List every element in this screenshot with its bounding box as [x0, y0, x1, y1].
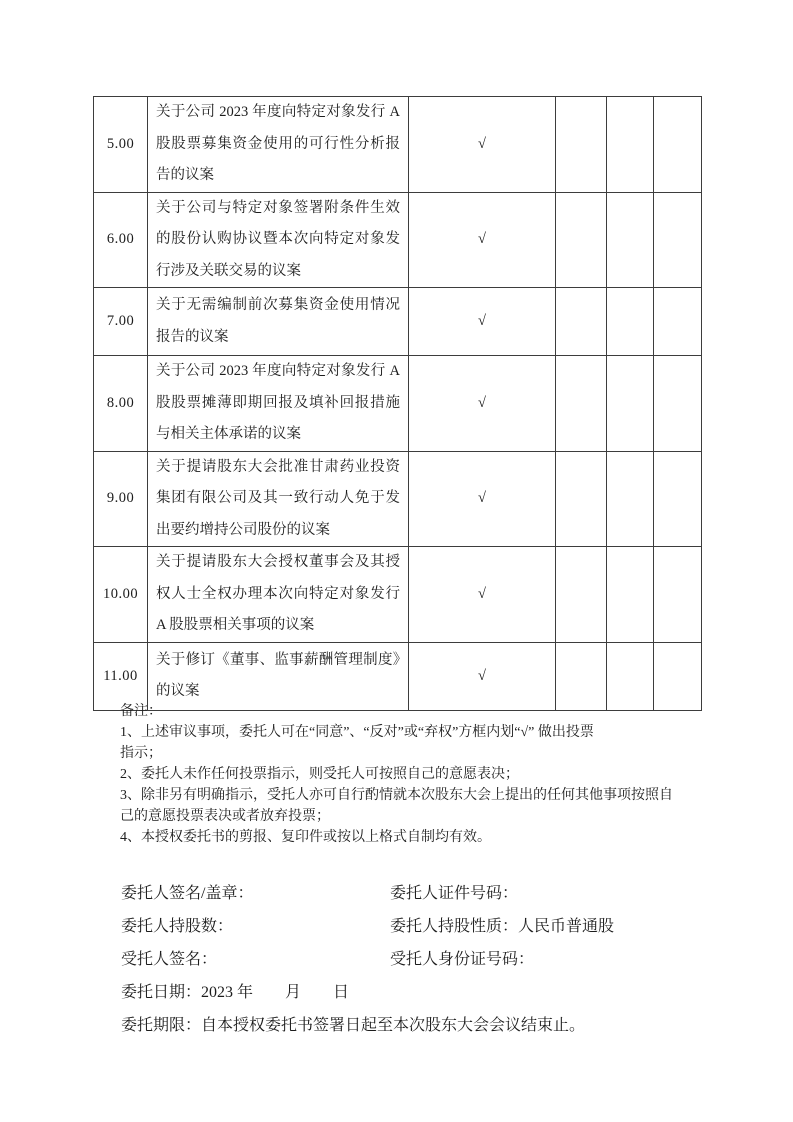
- proxy-date-label: 委托日期：2023 年 月 日: [121, 984, 350, 1001]
- signature-section: [121, 884, 721, 1049]
- vote-cell-empty: [654, 97, 702, 193]
- principal-share-type-label: 委托人持股性质：人民币普通股: [390, 918, 615, 935]
- note-line: 1、上述审议事项，委托人可在“同意”、“反对”或“弃权”方框内划“√” 做出投票: [120, 725, 594, 740]
- proposal-text: 关于提请股东大会授权董事会及其授权人士全权办理本次向特定对象发行 A 股股票相关事项的议案: [148, 547, 409, 643]
- agree-checkmark: √: [409, 547, 556, 643]
- proxy-id-number-label: 受托人身份证号码：: [390, 951, 535, 968]
- notes-section: [120, 701, 720, 848]
- principal-signature-label: 委托人签名/盖章：: [121, 885, 254, 902]
- signature-row: [121, 950, 721, 983]
- vote-cell-empty: [654, 288, 702, 356]
- vote-cell-empty: [654, 356, 702, 452]
- signature-row: [121, 884, 721, 917]
- table-row: [94, 642, 702, 710]
- signature-row: [121, 983, 721, 1016]
- agree-checkmark: √: [409, 451, 556, 547]
- note-line: 己的意愿投票表决或者放弃投票；: [120, 809, 330, 824]
- vote-cell-empty: [654, 451, 702, 547]
- proposal-text: 关于公司与特定对象签署附条件生效的股份认购协议暨本次向特定对象发行涉及关联交易的议案: [148, 192, 409, 288]
- proxy-term-label: 委托期限：自本授权委托书签署日起至本次股东大会会议结束止。: [121, 1017, 586, 1034]
- table-row: [94, 97, 702, 193]
- proposal-number: 9.00: [94, 451, 148, 547]
- proposal-text: 关于公司 2023 年度向特定对象发行 A 股股票摊薄即期回报及填补回报措施与相关主体承诺的议案: [148, 356, 409, 452]
- vote-cell-empty: [607, 97, 654, 193]
- notes-heading: 备注：: [120, 704, 162, 719]
- vote-cell-empty: [556, 288, 607, 356]
- proxy-signature-label: 受托人签名：: [121, 951, 218, 968]
- note-line: 4、本授权委托书的剪报、复印件或按以上格式自制均有效。: [120, 830, 491, 845]
- agree-checkmark: √: [409, 97, 556, 193]
- vote-cell-empty: [607, 642, 654, 710]
- vote-cell-empty: [607, 547, 654, 643]
- agree-checkmark: √: [409, 288, 556, 356]
- vote-cell-empty: [607, 192, 654, 288]
- proposal-text: 关于无需编制前次募集资金使用情况报告的议案: [148, 288, 409, 356]
- proposal-text: 关于修订《董事、监事薪酬管理制度》的议案: [148, 642, 409, 710]
- table-row: [94, 356, 702, 452]
- proposal-number: 11.00: [94, 642, 148, 710]
- proposal-text: 关于提请股东大会批准甘肃药业投资集团有限公司及其一致行动人免于发出要约增持公司股份的议案: [148, 451, 409, 547]
- principal-id-number-label: 委托人证件号码：: [390, 885, 519, 902]
- proxy-voting-table: [93, 96, 702, 711]
- note-line: 指示；: [120, 746, 162, 761]
- vote-cell-empty: [654, 547, 702, 643]
- note-line: 2、委托人未作任何投票指示，则受托人可按照自己的意愿表决；: [120, 767, 519, 782]
- note-line: 3、除非另有明确指示，受托人亦可自行酌情就本次股东大会上提出的任何其他事项按照自: [120, 788, 673, 803]
- vote-cell-empty: [556, 97, 607, 193]
- signature-row: [121, 1016, 721, 1049]
- proposal-number: 8.00: [94, 356, 148, 452]
- vote-cell-empty: [556, 192, 607, 288]
- proposal-number: 7.00: [94, 288, 148, 356]
- agree-checkmark: √: [409, 642, 556, 710]
- proposal-number: 6.00: [94, 192, 148, 288]
- vote-cell-empty: [607, 451, 654, 547]
- vote-cell-empty: [556, 547, 607, 643]
- vote-cell-empty: [654, 192, 702, 288]
- vote-cell-empty: [556, 356, 607, 452]
- signature-row: [121, 917, 721, 950]
- table-row: [94, 547, 702, 643]
- agree-checkmark: √: [409, 356, 556, 452]
- table-row: [94, 192, 702, 288]
- proposal-text: 关于公司 2023 年度向特定对象发行 A 股股票募集资金使用的可行性分析报告的议案: [148, 97, 409, 193]
- table-row: [94, 288, 702, 356]
- proposal-number: 10.00: [94, 547, 148, 643]
- vote-cell-empty: [607, 356, 654, 452]
- vote-cell-empty: [654, 642, 702, 710]
- proposal-number: 5.00: [94, 97, 148, 193]
- vote-cell-empty: [556, 451, 607, 547]
- vote-cell-empty: [556, 642, 607, 710]
- table-row: [94, 451, 702, 547]
- vote-cell-empty: [607, 288, 654, 356]
- principal-shares-held-label: 委托人持股数：: [121, 918, 234, 935]
- agree-checkmark: √: [409, 192, 556, 288]
